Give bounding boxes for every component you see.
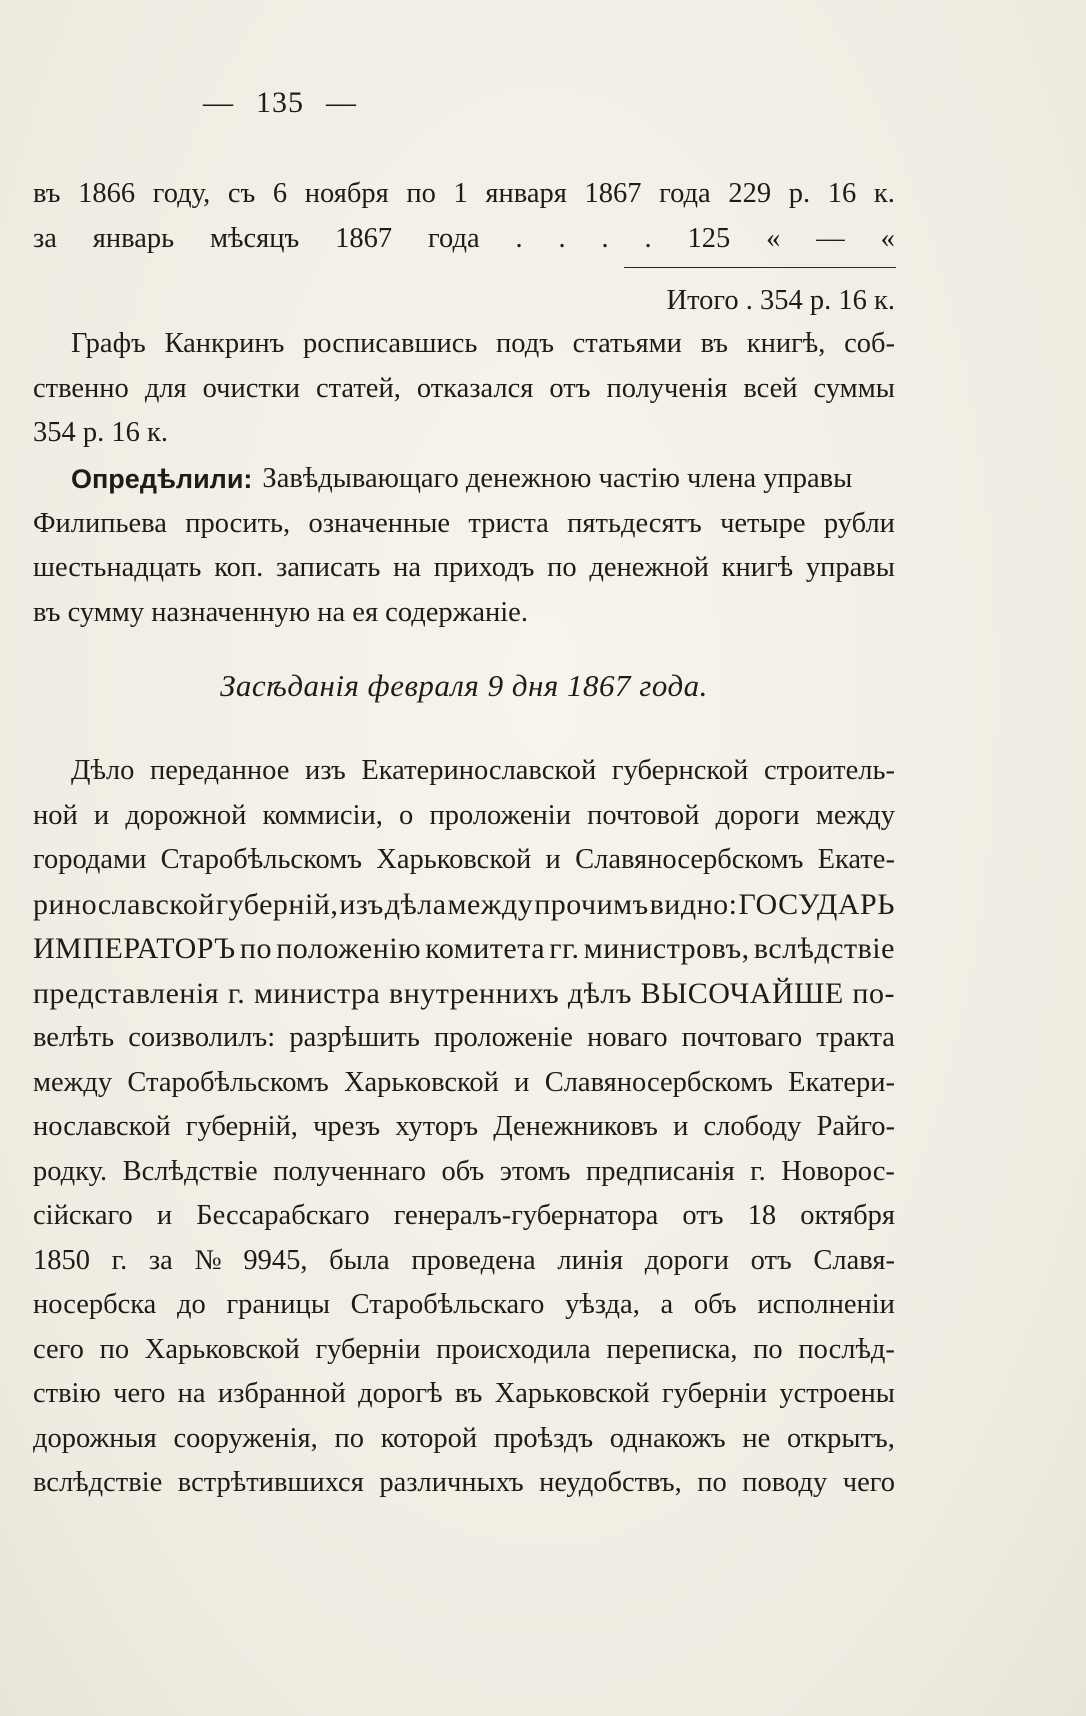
para3-line-11: сійскаго и Бессарабскаго генералъ-губернатора отъ 18 октября [33,1200,895,1231]
para3-line-3: городами Старобѣльскомъ Харьковской и Славяносербскомъ Екате- [33,844,895,875]
para2-line-2: Филипьева просить, означенные триста пятьдесятъ четыре рубли [33,507,895,539]
para3-line-2: ной и дорожной коммисіи, о проложеніи почтовой дороги между [33,799,895,831]
para3-line-7: велѣть соизволилъ: разрѣшить проложеніе новаго почтоваго тракта [33,1022,895,1053]
session-heading: Засѣданія февраля 9 дня 1867 года. [220,668,708,703]
account-line-2: за январь мѣсяцъ 1867 года . . . . 125 « — « [33,222,895,254]
para3-line-5: ИМПЕРАТОРЪ по положенію комитета гг. министровъ, вслѣдствіе [33,932,895,965]
sum-rule [624,267,896,268]
para3-line-9: нославской губерній, чрезъ хуторъ Денежниковъ и слободу Райго- [33,1111,895,1142]
account-line-1: въ 1866 году, съ 6 ноября по 1 января 1867 года 229 р. 16 к. [33,178,895,209]
paragraph-resolution [33,457,895,635]
para2-line-3: шестьнадцать коп. записать на приходъ по денежной книгѣ управы [33,552,895,583]
para3-line-15: ствію чего на избранной дорогѣ въ Харьковской губерніи устроены [33,1378,895,1409]
para1-line-2: ственно для очистки статей, отказался отъ полученія всей суммы [33,372,895,404]
para2-line-4: въ сумму назначенную на ея содержаніе. [33,596,528,628]
para3-line-14: сего по Харьковской губерніи происходила переписка, по послѣд- [33,1333,895,1365]
para3-line-8: между Старобѣльскомъ Харьковской и Славяносербскомъ Екатери- [33,1066,895,1098]
paragraph-road [33,749,895,1506]
resolution-rest: Завѣдывающаго денежною частію члена управы [262,463,853,494]
folio-dash-left: — [203,86,234,119]
para3-line-1: Дѣло переданное изъ Екатеринославской губернской строитель- [71,755,895,786]
para3-line-4: ринославской губерній, изъ дѣла между прочимъ видно: ГОСУДАРЬ [33,887,895,921]
page-number-value: 135 [256,86,304,119]
total-block [33,279,895,324]
account-lines [33,172,895,261]
resolution-label: Опредѣлили: [71,464,253,494]
para3-line-13: носербска до границы Старобѣльскаго уѣзда, а объ исполненіи [33,1289,895,1320]
total-line: Итого . 354 р. 16 к. [666,285,895,316]
folio-dash-right: — [326,86,357,119]
para3-line-10: родку. Вслѣдствіе полученнаго объ этомъ предписанія г. Новорос- [33,1155,895,1187]
para1-line-1: Графъ Канкринъ росписавшись подъ статьями въ книгѣ, соб- [71,328,895,359]
para1-line-3: 354 р. 16 к. [33,417,168,448]
para2-line-1 [33,457,895,502]
para3-line-16: дорожныя сооруженія, по которой проѣздъ однакожъ не открытъ, [33,1422,895,1454]
para3-line-17: вслѣдствіе встрѣтившихся различныхъ неудобствъ, по поводу чего [33,1467,895,1498]
page-number [0,86,560,120]
para3-line-12: 1850 г. за № 9945, была проведена линія дороги отъ Славя- [33,1244,895,1276]
para3-line-6: представленія г. министра внутреннихъ дѣлъ ВЫСОЧАЙШЕ по- [33,976,895,1010]
paragraph-kankrin [33,322,895,456]
